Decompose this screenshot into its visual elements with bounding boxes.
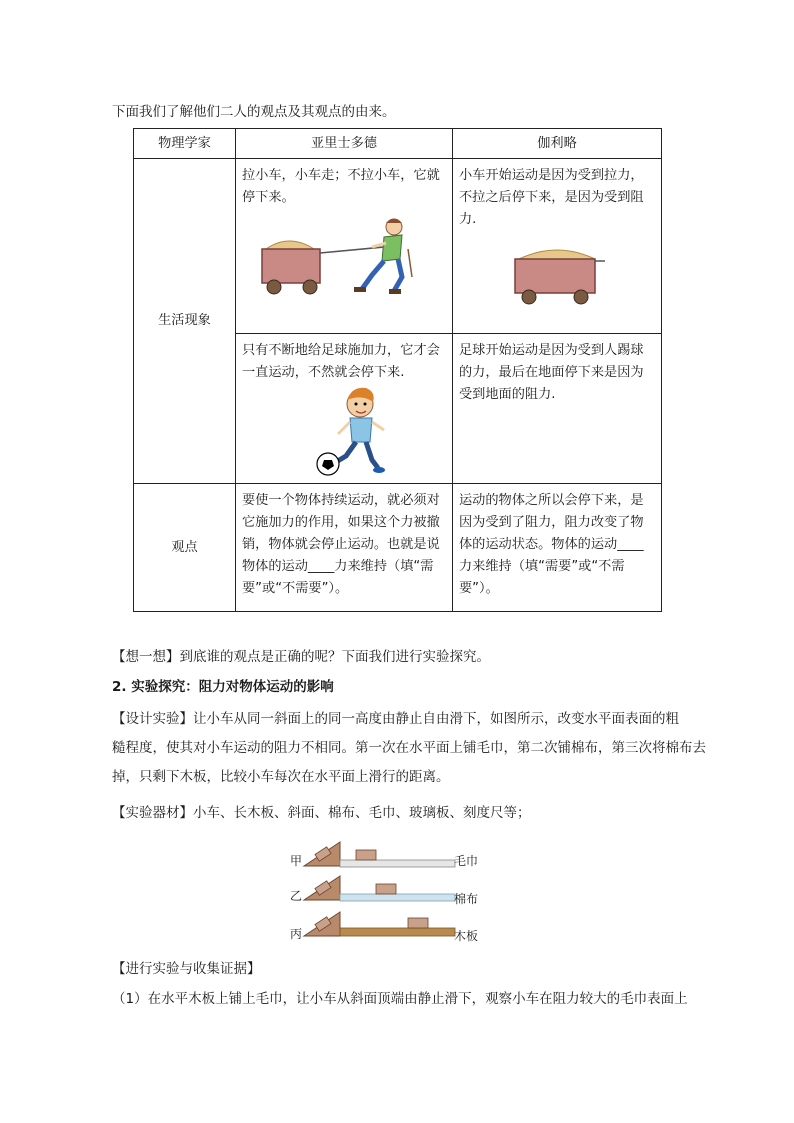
table-row-cart	[134, 159, 662, 334]
aristotle-ball-text: 只有不断地给足球施加力，它才会一直运动，不然就会停下来.	[242, 343, 440, 380]
header-physicist: 物理学家	[134, 129, 236, 159]
aristotle-cart-text: 拉小车，小车走；不拉小车，它就停下来。	[242, 168, 440, 205]
cell-galileo-view	[453, 484, 662, 612]
design-line-1: 【设计实验】让小车从同一斜面上的同一高度由静止自由滑下，如图所示，改变水平面表面的粗	[112, 711, 679, 727]
cell-aristotle-view	[236, 484, 453, 612]
label-yi: 乙	[290, 889, 303, 903]
procedure-title: 【进行实验与收集证据】	[112, 961, 261, 977]
incline-experiment-figure	[300, 836, 460, 944]
aristotle-view-text: 要使一个物体持续运动，就必须对它施加力的作用，如果这个力被撤销，物体就会停止运动。也就是说物体的运动____力来维持（填“需要”或“不需要”）。	[242, 493, 440, 596]
label-bing: 丙	[290, 927, 303, 941]
header-aristotle: 亚里士多德	[236, 129, 453, 159]
cart-illustration	[457, 231, 657, 309]
label-jia: 甲	[290, 854, 303, 868]
think-paragraph: 【想一想】到底谁的观点是正确的呢？下面我们进行实验探究。	[112, 649, 490, 665]
table-header-row	[134, 129, 662, 159]
galileo-ball-text: 足球开始运动是因为受到人踢球的力，最后在地面停下来是因为受到地面的阻力.	[459, 343, 644, 402]
design-line-3: 掉，只剩下木板，比较小车每次在水平面上滑行的距离。	[112, 769, 450, 785]
section-2-title: 2. 实验探究：阻力对物体运动的影响	[112, 679, 334, 695]
intro-text: 下面我们了解他们二人的观点及其观点的由来。	[112, 104, 396, 120]
boy-pulling-cart-illustration	[244, 209, 444, 309]
label-wood: 木板	[454, 929, 479, 943]
boy-kicking-ball-illustration	[244, 384, 444, 480]
design-line-2: 糙程度，使其对小车运动的阻力不相同。第一次在水平面上铺毛巾，第二次铺棉布，第三次将棉布去	[112, 740, 706, 756]
equipment-paragraph: 【实验器材】小车、长木板、斜面、棉布、毛巾、玻璃板、刻度尺等；	[112, 805, 531, 821]
cell-galileo-ball	[453, 334, 662, 484]
row-label-view: 观点	[134, 484, 236, 612]
table-row-view	[134, 484, 662, 612]
row-label-life: 生活现象	[134, 159, 236, 484]
comparison-table	[133, 128, 662, 612]
galileo-view-text: 运动的物体之所以会停下来，是因为受到了阻力，阻力改变了物体的运动状态。物体的运动____力来维持（填“需要”或“不需要”）。	[459, 493, 644, 596]
galileo-cart-text: 小车开始运动是因为受到拉力，不拉之后停下来，是因为受到阻力.	[459, 168, 644, 227]
label-cotton: 棉布	[454, 892, 479, 906]
cell-aristotle-cart	[236, 159, 453, 334]
procedure-step-1: （1）在水平木板上铺上毛巾，让小车从斜面顶端由静止滑下，观察小车在阻力较大的毛巾表面上	[112, 991, 688, 1007]
label-towel: 毛巾	[454, 854, 479, 868]
header-galileo: 伽利略	[453, 129, 662, 159]
cell-aristotle-ball	[236, 334, 453, 484]
cell-galileo-cart	[453, 159, 662, 334]
